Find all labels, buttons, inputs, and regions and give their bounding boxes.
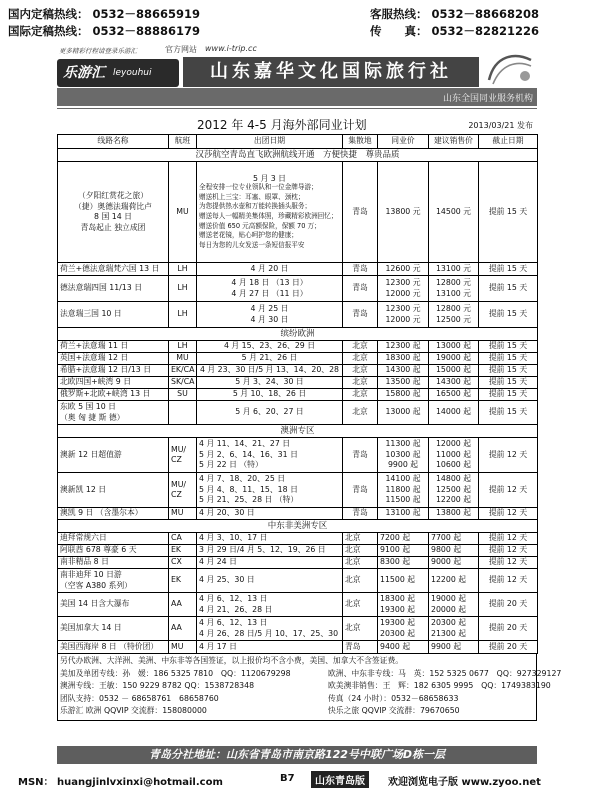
suggested-price: 13100 元 <box>429 263 479 276</box>
logo-english: leyouhui <box>113 68 152 78</box>
leyouhui-logo <box>57 59 179 87</box>
deadline: 提前 12 天 <box>479 545 538 557</box>
route-name: 阿联酋 678 尊豪 6 天 <box>58 545 169 557</box>
table-row <box>58 533 538 545</box>
route-name: 澳新 12 日超值游 <box>58 438 169 473</box>
ebook-welcome: 欢迎浏览电子版 www.zyoo.net <box>388 777 541 788</box>
flight-code: CA <box>169 533 197 545</box>
flight-code: EK/CA <box>169 365 197 377</box>
trade-price: 13000 起 <box>378 401 429 425</box>
trade-price: 13500 起 <box>378 377 429 389</box>
section-header-europe: 缤纷欧洲 <box>58 328 538 341</box>
banner-slogan: 更多精彩行程请登录乐游汇 <box>59 47 137 55</box>
table-row <box>58 545 538 557</box>
trade-price: 8300 起 <box>378 557 429 569</box>
route-name: 南非精品 8 日 <box>58 557 169 569</box>
departure-dates: 4 月 25、30 日 <box>197 569 343 593</box>
publish-date: 2013/03/21 发布 <box>468 121 533 130</box>
flight-code: LH <box>169 302 197 328</box>
depart-city: 北京 <box>343 593 378 617</box>
departure-dates: 4 月 17 日 <box>197 641 343 654</box>
departure-dates: 4 月 24 日 <box>197 557 343 569</box>
suggested-price: 13800 起 <box>429 508 479 520</box>
departure-dates: 5 月 21、26 日 <box>197 353 343 365</box>
trade-price: 13100 起 <box>378 508 429 520</box>
msn-contact: MSN： huangjinlvxinxi@hotmail.com <box>18 777 223 788</box>
table-header-row <box>58 135 538 149</box>
suggested-price: 19000 起 <box>429 353 479 365</box>
flight-code: MU <box>169 162 197 263</box>
route-name: 荷兰+德法意瑞梵六国 13 日 <box>58 263 169 276</box>
contact-europe: 欧洲、中东非专线：马 英：152 5325 0677 QQ：927329127 <box>328 668 562 678</box>
departure-dates: 4 月 3、10、17 日 <box>197 533 343 545</box>
flight-code: AA <box>169 617 197 641</box>
table-row <box>58 365 538 377</box>
intl-hotline: 国际定稿热线： 0532－88886179 <box>8 24 201 38</box>
depart-city: 北京 <box>343 401 378 425</box>
suggested-price: 9800 起 <box>429 545 479 557</box>
deadline: 提前 20 天 <box>479 593 538 617</box>
page-footer <box>18 771 578 787</box>
suggested-price: 12000 起 11000 起 10600 起 <box>429 438 479 473</box>
departure-dates: 4 月 7、18、20、25 日 5 月 4、8、11、15、18 日 5 月 21、25、28 日 （特） <box>197 473 343 508</box>
depart-city: 青岛 <box>343 263 378 276</box>
suggested-price: 20300 起 21300 起 <box>429 617 479 641</box>
trade-price: 12300 元 12000 元 <box>378 276 429 302</box>
col-dates: 出团日期 <box>197 135 343 149</box>
deadline: 提前 12 天 <box>479 508 538 520</box>
trade-price: 14300 起 <box>378 365 429 377</box>
flight-code: EK <box>169 569 197 593</box>
depart-city: 青岛 <box>343 473 378 508</box>
hotline-header <box>8 4 587 40</box>
edition-badge: 山东青岛版 <box>311 771 369 788</box>
trade-price: 11300 起 10300 起 9900 起 <box>378 438 429 473</box>
route-name: 美国西海岸 8 日 （特价团） <box>58 641 169 654</box>
trade-price: 18300 起 19300 起 <box>378 593 429 617</box>
suggested-price: 7700 起 <box>429 533 479 545</box>
route-name: 迪拜常规六日 <box>58 533 169 545</box>
deadline: 提前 12 天 <box>479 438 538 473</box>
suggested-price: 14300 起 <box>429 377 479 389</box>
suggested-price: 19000 起 20000 起 <box>429 593 479 617</box>
route-name: （夕阳红赏花之旅） （捷）奥德法瑞荷比卢 8 国 14 日 青岛起止 独立成团 <box>58 162 169 263</box>
trade-price: 9400 起 <box>378 641 429 654</box>
departure-dates: 4 月 18 日 （13 日） 4 月 27 日 （11 日） <box>197 276 343 302</box>
depart-city: 青岛 <box>343 641 378 654</box>
swirl-decoration-icon <box>485 50 535 90</box>
route-name: 北欧四国+峡湾 9 日 <box>58 377 169 389</box>
depart-city: 青岛 <box>343 438 378 473</box>
flight-code: MU/ CZ <box>169 473 197 508</box>
contact-block <box>57 654 562 721</box>
departure-dates: 5 月 6、20、27 日 <box>197 401 343 425</box>
deadline: 提前 20 天 <box>479 617 538 641</box>
contact-qq-group-2: 快乐之旅 QQVIP 交流群：79670650 <box>328 706 460 715</box>
visa-note: 另代办欧洲、大洋洲、美洲、中东非等各国签证，以上报价均不含小费，美国、加拿大不含签证费。 <box>60 656 404 665</box>
depart-city: 青岛 <box>343 302 378 328</box>
table-row <box>58 569 538 593</box>
depart-city: 北京 <box>343 353 378 365</box>
promo-banner: 汉莎航空青岛直飞欧洲航线开通 方便快捷 尊贵品质 <box>58 149 538 162</box>
depart-city: 北京 <box>343 365 378 377</box>
flight-code: MU <box>169 353 197 365</box>
route-name: 澳凯 9 日 （含墨尔本） <box>58 508 169 520</box>
departure-dates: 4 月 6、12、13 日 4 月 21、26、28 日 <box>197 593 343 617</box>
flight-code: MU <box>169 508 197 520</box>
deadline: 提前 15 天 <box>479 341 538 353</box>
tour-plan-table <box>57 112 562 721</box>
trade-price: 9100 起 <box>378 545 429 557</box>
depart-city: 北京 <box>343 617 378 641</box>
depart-city: 北京 <box>343 569 378 593</box>
table-row <box>58 263 538 276</box>
depart-city: 北京 <box>343 389 378 401</box>
table-row <box>58 438 538 473</box>
table-row <box>58 353 538 365</box>
banner-website[interactable]: www.i-trip.cc <box>205 44 257 53</box>
branch-address-bar: 青岛分社地址：山东省青岛市南京路122号中联广场D栋一层 <box>57 746 537 764</box>
deadline: 提前 15 天 <box>479 401 538 425</box>
table-row <box>58 302 538 328</box>
deadline: 提前 20 天 <box>479 641 538 654</box>
suggested-price: 12800 元 12500 元 <box>429 302 479 328</box>
depart-city: 青岛 <box>343 276 378 302</box>
flight-code <box>169 401 197 425</box>
departure-dates: 4 月 25 日 4 月 30 日 <box>197 302 343 328</box>
departure-dates: 4 月 20 日 <box>197 263 343 276</box>
table-row <box>58 641 538 654</box>
table-row <box>58 473 538 508</box>
route-name: 荷兰+法意瑞 11 日 <box>58 341 169 353</box>
suggested-price: 13000 起 <box>429 341 479 353</box>
route-name: 美国加拿大 14 日 <box>58 617 169 641</box>
suggested-price: 12200 起 <box>429 569 479 593</box>
contact-americas: 美加及单团专线：孙 媛：186 5325 7810 QQ：1120679298 <box>60 668 291 678</box>
section-header-mideast-africa-americas: 中东非美洲专区 <box>58 520 538 533</box>
deadline: 提前 15 天 <box>479 365 538 377</box>
depart-city: 北京 <box>343 557 378 569</box>
table-row <box>58 162 538 263</box>
departure-dates: 4 月 11、14、21、27 日 5 月 2、6、14、16、31 日 5 月 22 日 （特） <box>197 438 343 473</box>
suggested-price: 16500 起 <box>429 389 479 401</box>
flight-code: LH <box>169 263 197 276</box>
deadline: 提前 15 天 <box>479 302 538 328</box>
flight-code: MU/ CZ <box>169 438 197 473</box>
trade-price: 19300 起 20300 起 <box>378 617 429 641</box>
col-suggested-price: 建议销售价 <box>429 135 479 149</box>
depart-city: 北京 <box>343 341 378 353</box>
col-city: 集散地 <box>343 135 378 149</box>
deadline: 提前 12 天 <box>479 569 538 593</box>
trade-price: 7200 起 <box>378 533 429 545</box>
section-header-australia: 澳洲专区 <box>58 425 538 438</box>
trade-price: 12600 元 <box>378 263 429 276</box>
table-row <box>58 341 538 353</box>
suggested-price: 14500 元 <box>429 162 479 263</box>
col-flight: 航班 <box>169 135 197 149</box>
service-hotline: 客服热线： 0532－88668208 <box>370 7 540 21</box>
table-row <box>58 593 538 617</box>
departure-dates: 3 月 29 日/4 月 5、12、19、26 日 <box>197 545 343 557</box>
deadline: 提前 15 天 <box>479 162 538 263</box>
deadline: 提前 15 天 <box>479 276 538 302</box>
depart-city: 青岛 <box>343 162 378 263</box>
departure-dates: 5 月 3、24、30 日 <box>197 377 343 389</box>
suggested-price: 9900 起 <box>429 641 479 654</box>
trade-price: 11500 起 <box>378 569 429 593</box>
table-row <box>58 389 538 401</box>
flight-code: SK/CA <box>169 377 197 389</box>
depart-city: 北京 <box>343 377 378 389</box>
trade-price: 18300 起 <box>378 353 429 365</box>
table-row <box>58 377 538 389</box>
banner-subtitle: 山东全国同业服务机构 <box>442 94 533 104</box>
departure-dates: 4 月 6、12、13 日 4 月 26、28 日/5 月 10、17、25、30 <box>197 617 343 641</box>
deadline: 提前 12 天 <box>479 557 538 569</box>
depart-city: 青岛 <box>343 508 378 520</box>
flight-code: LH <box>169 276 197 302</box>
departure-dates: 5 月 10、18、26 日 <box>197 389 343 401</box>
route-name: 俄罗斯+北欧+峡湾 13 日 <box>58 389 169 401</box>
departure-dates: 5 月 3 日 全程安排一位专业领队和一位金牌导游； 赠送机上三宝：耳塞、眼罩、颈枕； 为您提供热水壶和万能转换插头服务； 赠送每人一幅精美集体照，珍藏精彩欧洲回忆； 赠送价值 650 元高额保险，保额 70 万； 赠送老花镜，贴心呵护您的健康； 每日为您的儿女发送一条短信报平安 <box>197 162 343 263</box>
route-name: 美国 14 日含大瀑布 <box>58 593 169 617</box>
table-row <box>58 557 538 569</box>
deadline: 提前 12 天 <box>479 533 538 545</box>
flight-code: MU <box>169 641 197 654</box>
departure-dates: 4 月 15、23、26、29 日 <box>197 341 343 353</box>
deadline: 提前 15 天 <box>479 263 538 276</box>
route-name: 英国+法意瑞 12 日 <box>58 353 169 365</box>
deadline: 提前 15 天 <box>479 353 538 365</box>
contact-team-support: 团队支持：0532 － 68658761 68658760 <box>60 693 219 703</box>
banner-official-site-label: 官方网站 <box>165 45 197 54</box>
table-row <box>58 508 538 520</box>
depart-city: 北京 <box>343 533 378 545</box>
route-name: 南非迪拜 10 日游 （空客 A380 系列） <box>58 569 169 593</box>
trade-price: 15800 起 <box>378 389 429 401</box>
col-deadline: 截止日期 <box>479 135 538 149</box>
suggested-price: 12800 元 13100 元 <box>429 276 479 302</box>
page-number: B7 <box>280 773 295 784</box>
route-name: 德法意瑞四国 11/13 日 <box>58 276 169 302</box>
suggested-price: 9000 起 <box>429 557 479 569</box>
contact-qq-group-1: 乐游汇 欧洲 QQVIP 交流群：158080000 <box>60 706 207 715</box>
suggested-price: 15000 起 <box>429 365 479 377</box>
flight-code: EK <box>169 545 197 557</box>
flight-code: CX <box>169 557 197 569</box>
departure-dates: 4 月 20、30 日 <box>197 508 343 520</box>
departure-dates: 4 月 23、30 日/5 月 13、14、20、28 <box>197 365 343 377</box>
contact-sales: 欧美澳非销售：王 辉：182 6305 9995 QQ：1749383190 <box>328 681 551 690</box>
suggested-price: 14000 起 <box>429 401 479 425</box>
route-name: 希腊+法意瑞 12 日/13 日 <box>58 365 169 377</box>
flight-code: AA <box>169 593 197 617</box>
company-name: 山东嘉华文化国际旅行社 <box>183 57 479 87</box>
route-name: 澳新凯 12 日 <box>58 473 169 508</box>
col-route: 线路名称 <box>58 135 169 149</box>
trade-price: 12300 元 12000 元 <box>378 302 429 328</box>
trade-price: 12300 起 <box>378 341 429 353</box>
col-trade-price: 同业价 <box>378 135 429 149</box>
table-row <box>58 617 538 641</box>
company-banner <box>57 44 537 109</box>
deadline: 提前 15 天 <box>479 377 538 389</box>
fax-number: 传 真： 0532－82821226 <box>370 24 540 38</box>
flight-code: LH <box>169 341 197 353</box>
suggested-price: 14800 起 12500 起 12200 起 <box>429 473 479 508</box>
contact-fax: 传真（24 小时）：0532－68658633 <box>328 693 459 703</box>
deadline: 提前 15 天 <box>479 389 538 401</box>
contact-australia: 澳洲专线：王敏：150 9229 8782 QQ：1538728348 <box>60 681 255 690</box>
domestic-hotline: 国内定稿热线： 0532－88665919 <box>8 7 201 21</box>
depart-city: 北京 <box>343 545 378 557</box>
route-name: 东欧 5 国 10 日 （奥 匈 捷 斯 德） <box>58 401 169 425</box>
route-name: 法意瑞三国 10 日 <box>58 302 169 328</box>
table-row <box>58 276 538 302</box>
logo-chinese: 乐游汇 <box>63 65 105 81</box>
trade-price: 13800 元 <box>378 162 429 263</box>
page-title: 2012 年 4-5 月海外部同业计划 <box>197 118 367 132</box>
trade-price: 14100 起 11800 起 11500 起 <box>378 473 429 508</box>
table-row <box>58 401 538 425</box>
deadline: 提前 12 天 <box>479 473 538 508</box>
flight-code: SU <box>169 389 197 401</box>
